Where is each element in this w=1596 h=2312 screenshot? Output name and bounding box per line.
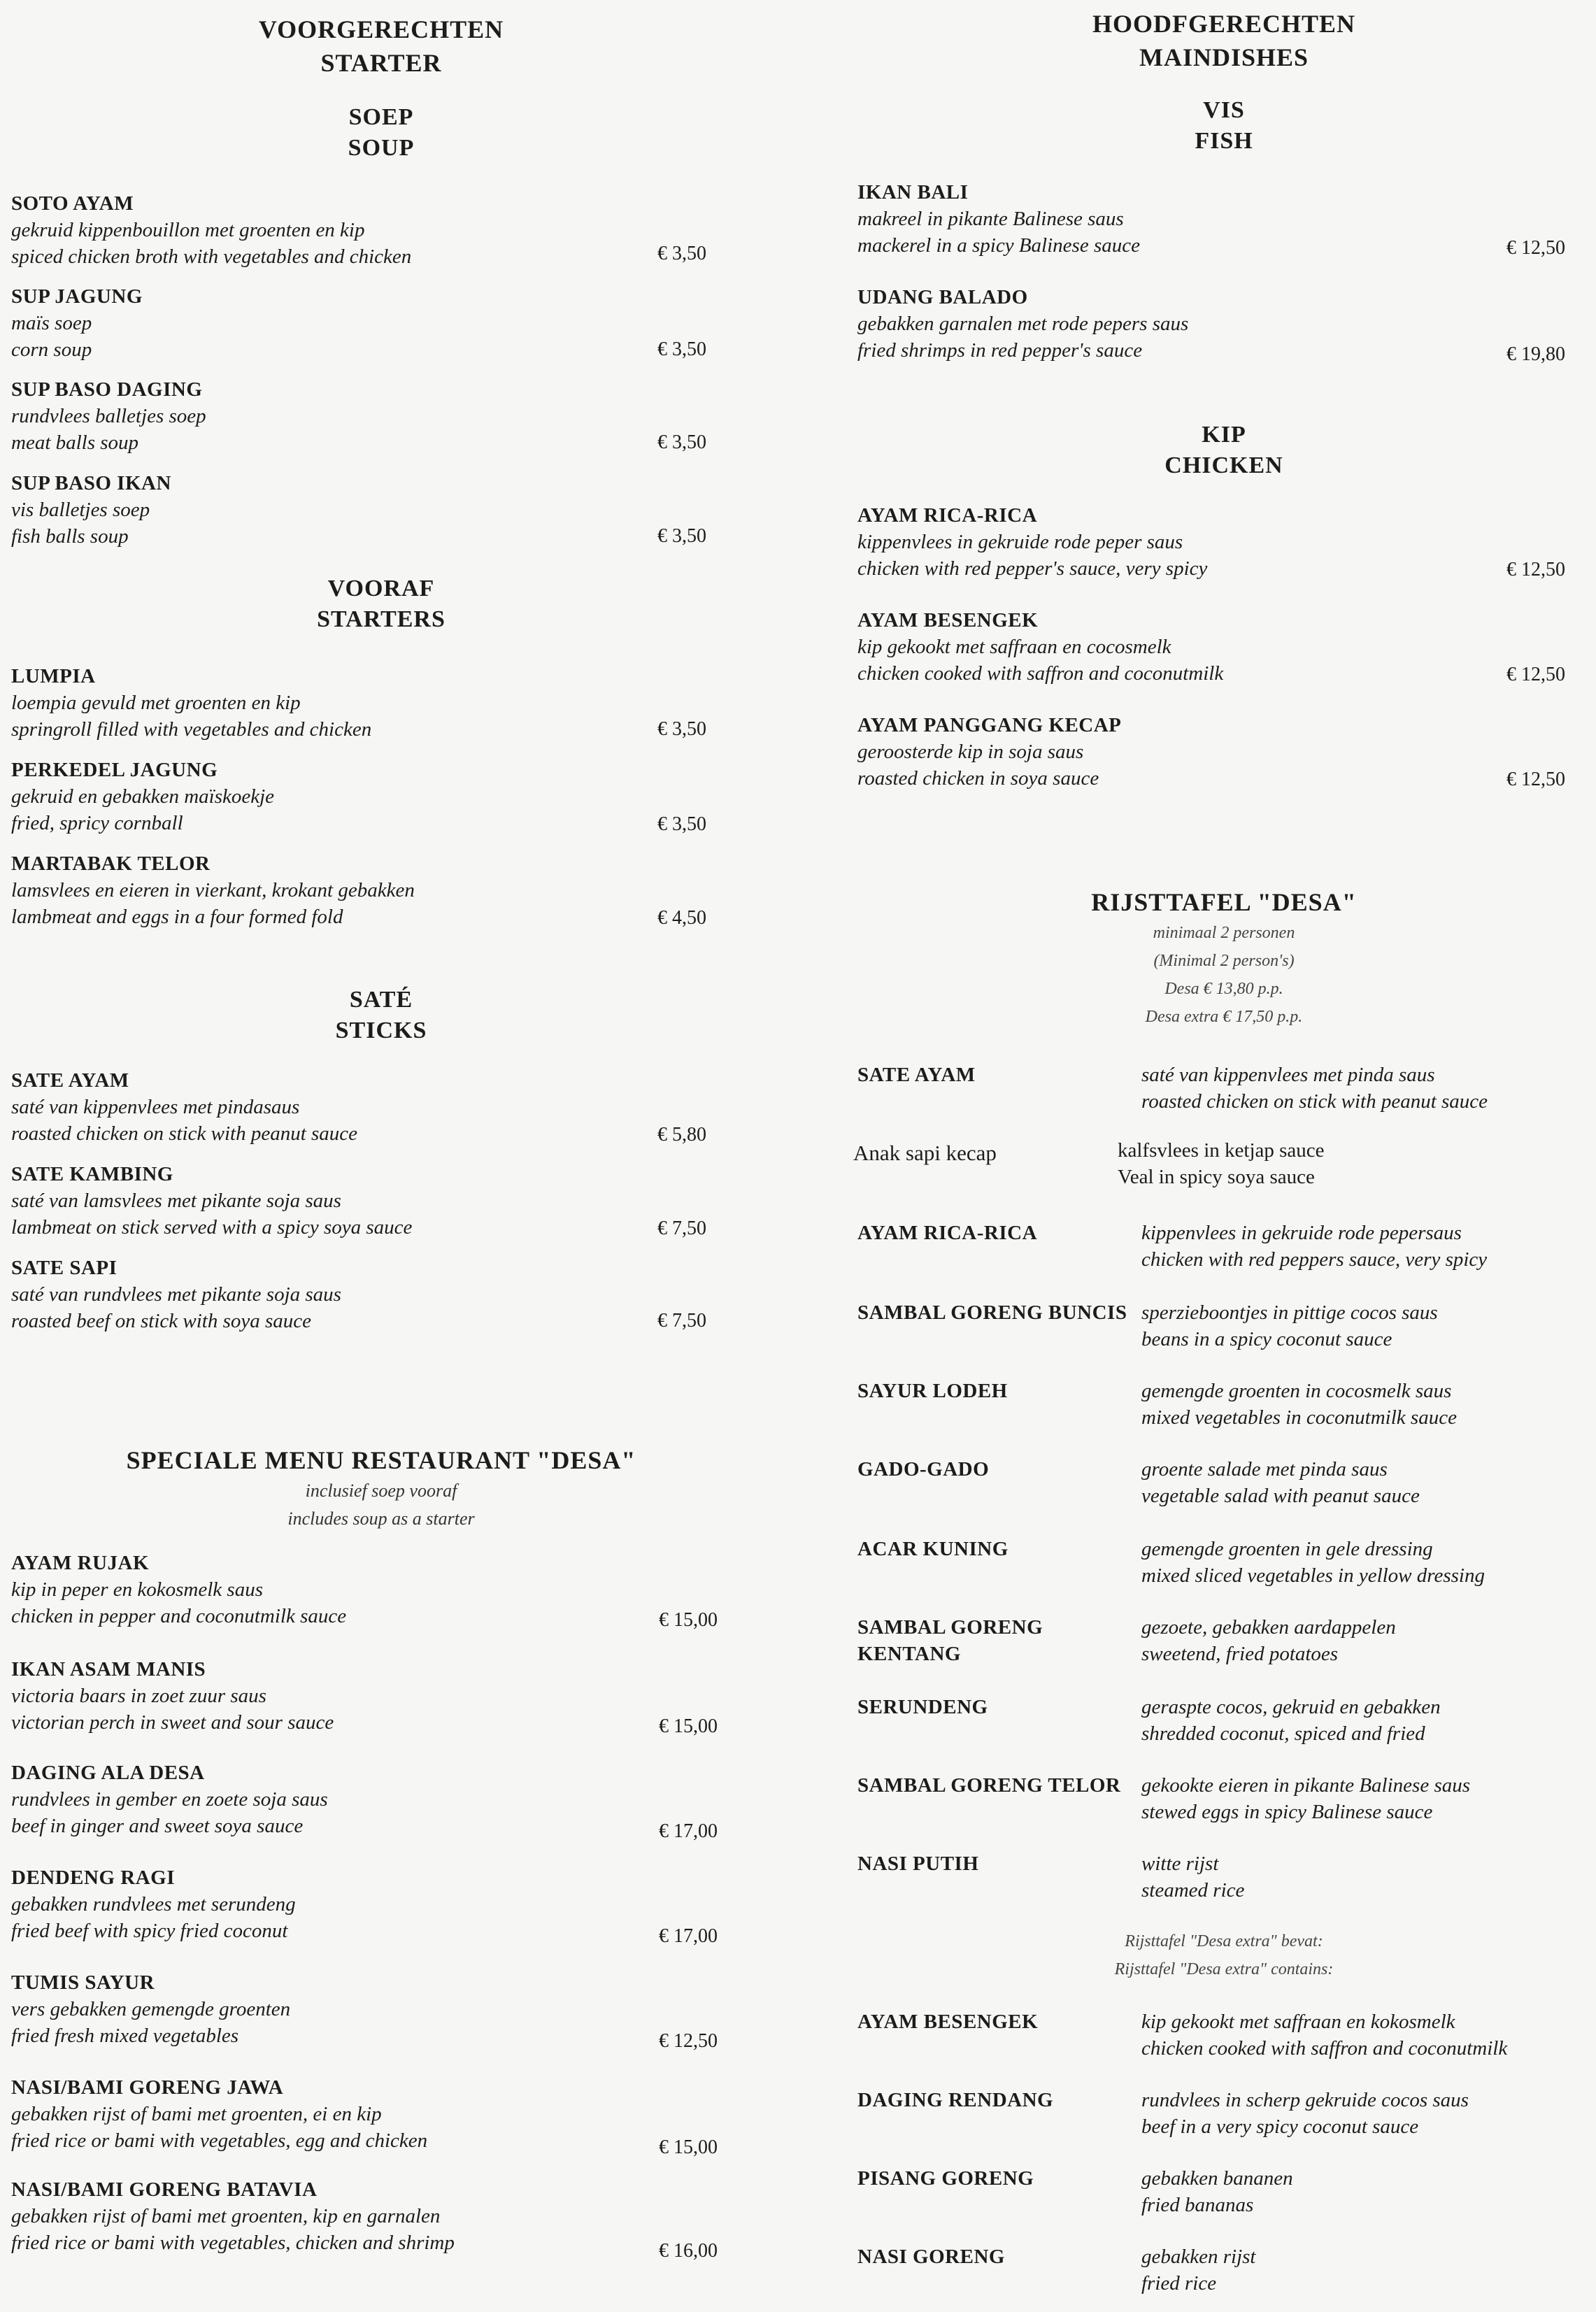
rijst-desc-nl: gekookte eieren in pikante Balinese saus (1141, 1774, 1471, 1797)
chicken-heading-en: CHICKEN (1164, 452, 1283, 478)
item-price: € 12,50 (1506, 237, 1565, 259)
rijst-desc-nl: rundvlees in scherp gekruide cocos saus (1141, 2089, 1469, 2111)
rijst-desc-nl: saté van kippenvlees met pinda saus (1141, 1064, 1435, 1086)
menu-item (11, 1255, 341, 1334)
menu-item (11, 283, 143, 363)
item-name: PERKEDEL JAGUNG (11, 759, 218, 781)
item-name: UDANG BALADO (857, 286, 1028, 308)
item-desc-en: roasted beef on stick with soya sauce (11, 1310, 312, 1332)
rijst-extra-item-name: AYAM BESENGEK (857, 2011, 1039, 2033)
item-desc-nl: loempia gevuld met groenten en kip (11, 692, 301, 714)
item-price: € 7,50 (657, 1310, 706, 1332)
special-menu-sub1: inclusief soep vooraf (305, 1480, 457, 1501)
item-price: € 17,00 (659, 1925, 718, 1947)
item-desc-nl: rundvlees balletjes soep (11, 405, 206, 427)
item-desc-nl: saté van rundvlees met pikante soja saus (11, 1283, 341, 1306)
item-desc-en: fried shrimps in red pepper's sauce (857, 339, 1143, 362)
rijst-item-name: Anak sapi kecap (853, 1141, 997, 1165)
rijst-item-name-line1: SAMBAL GORENG (857, 1616, 1043, 1639)
rijst-desc-en: fried rice (1141, 2272, 1217, 2295)
item-desc-en: corn soup (11, 338, 92, 361)
left-title (171, 13, 591, 80)
item-desc-nl: makreel in pikante Balinese saus (857, 208, 1124, 230)
rijst-extra-item-name: NASI GORENG (857, 2246, 1005, 2268)
rijst-desc-nl: gezoete, gebakken aardappelen (1141, 1616, 1396, 1639)
chicken-heading-nl: KIP (1202, 422, 1246, 448)
rijsttafel-sub4: Desa extra € 17,50 p.p. (1145, 1008, 1303, 1026)
menu-item (11, 1864, 296, 1944)
item-price: € 3,50 (657, 431, 706, 453)
menu-item (11, 1760, 328, 1839)
menu-item (11, 663, 371, 743)
special-menu-heading (66, 1443, 696, 1533)
item-desc-en: roasted chicken on stick with peanut sauce (11, 1122, 358, 1145)
rijst-extra-item-desc (1141, 2087, 1469, 2140)
item-name: SATE SAPI (11, 1257, 117, 1279)
rijst-desc-nl: kip gekookt met saffraan en kokosmelk (1141, 2011, 1455, 2033)
item-price: € 17,00 (659, 1820, 718, 1842)
rijst-extra-item-name: DAGING RENDANG (857, 2089, 1054, 2111)
rijst-desc-en: mixed sliced vegetables in yellow dressing (1141, 1564, 1485, 1587)
item-name: SOTO AYAM (11, 192, 134, 215)
menu-item (11, 2176, 455, 2256)
rijst-desc-en: steamed rice (1141, 1879, 1245, 1901)
item-name: DENDENG RAGI (11, 1867, 175, 1889)
rijst-item-name: ACAR KUNING (857, 1538, 1009, 1560)
item-name: SUP BASO DAGING (11, 378, 203, 401)
left-title-line1: VOORGERECHTEN (258, 15, 504, 43)
right-title-line1: HOODFGERECHTEN (1092, 10, 1356, 38)
item-desc-nl: lamsvlees en eieren in vierkant, krokant gebakken (11, 879, 415, 901)
menu-item (857, 284, 1188, 364)
rijst-item-desc (1141, 1378, 1457, 1431)
item-desc-en: chicken in pepper and coconutmilk sauce (11, 1605, 347, 1627)
menu-item (857, 502, 1207, 582)
item-desc-nl: vers gebakken gemengde groenten (11, 1998, 291, 2020)
menu-item (11, 1161, 412, 1241)
item-desc-en: victorian perch in sweet and sour sauce (11, 1711, 334, 1734)
item-desc-nl: gebakken rijst of bami met groenten, kip en garnalen (11, 2205, 441, 2227)
starters-heading-nl: VOORAF (327, 576, 435, 601)
rijst-item-name: SAYUR LODEH (857, 1380, 1008, 1402)
right-title (1014, 7, 1434, 74)
rijst-desc-nl: kalfsvlees in ketjap sauce (1118, 1139, 1325, 1162)
item-desc-nl: vis balletjes soep (11, 499, 150, 521)
item-desc-en: mackerel in a spicy Balinese sauce (857, 234, 1140, 257)
special-menu-sub2: includes soup as a starter (287, 1508, 475, 1529)
chicken-heading (1084, 420, 1364, 481)
item-desc-en: fried rice or bami with vegetables, egg and chicken (11, 2129, 428, 2152)
soup-heading-nl: SOEP (348, 104, 414, 130)
menu-item (11, 2074, 427, 2154)
soup-heading-en: SOUP (348, 135, 415, 161)
item-price: € 12,50 (1506, 664, 1565, 685)
rijst-item-name: SATE AYAM (857, 1064, 976, 1086)
item-desc-en: chicken cooked with saffron and coconutmilk (857, 662, 1224, 685)
sate-heading (241, 985, 521, 1046)
item-price: € 5,80 (657, 1124, 706, 1146)
rijst-item-name: GADO-GADO (857, 1458, 990, 1480)
rijst-desc-nl: witte rijst (1141, 1853, 1219, 1875)
item-desc-nl: gebakken rijst of bami met groenten, ei en kip (11, 2103, 382, 2125)
item-name: AYAM BESENGEK (857, 609, 1039, 631)
rijst-desc-en: sweetend, fried potatoes (1141, 1643, 1339, 1665)
item-name: LUMPIA (11, 665, 96, 687)
right-title-line2: MAINDISHES (1139, 43, 1309, 71)
rijst-item-name-line2: KENTANG (857, 1643, 961, 1665)
item-price: € 12,50 (1506, 559, 1565, 580)
item-desc-en: meat balls soup (11, 431, 139, 454)
rijst-desc-nl: gemengde groenten in cocosmelk saus (1141, 1380, 1452, 1402)
item-desc-en: fried rice or bami with vegetables, chicken and shrimp (11, 2232, 455, 2254)
item-desc-en: fried, spricy cornball (11, 812, 183, 834)
rijsttafel-title: RIJSTTAFEL "DESA" (1091, 888, 1357, 916)
menu-item (857, 712, 1121, 792)
rijst-desc-nl: groente salade met pinda saus (1141, 1458, 1388, 1480)
item-name: SUP JAGUNG (11, 285, 143, 308)
item-price: € 7,50 (657, 1218, 706, 1239)
item-name: TUMIS SAYUR (11, 1971, 155, 1994)
item-name: NASI/BAMI GORENG BATAVIA (11, 2178, 318, 2201)
item-price: € 15,00 (659, 2136, 718, 2158)
item-price: € 19,80 (1506, 343, 1565, 365)
rijst-item-name (857, 1614, 1043, 1667)
fish-heading-nl: VIS (1203, 97, 1245, 123)
menu-item (11, 850, 415, 930)
item-desc-en: chicken with red pepper's sauce, very spicy (857, 557, 1208, 580)
item-desc-nl: gekruid kippenbouillon met groenten en kip (11, 219, 365, 241)
item-name: SATE KAMBING (11, 1163, 173, 1185)
item-desc-nl: geroosterde kip in soja saus (857, 741, 1084, 763)
rijst-desc-en: chicken cooked with saffron and coconutmilk (1141, 2037, 1508, 2060)
sate-heading-en: STICKS (335, 1018, 427, 1043)
fish-heading (1084, 95, 1364, 157)
item-price: € 12,50 (1506, 769, 1565, 790)
item-name: IKAN ASAM MANIS (11, 1658, 206, 1681)
item-desc-en: lambmeat on stick served with a spicy soya sauce (11, 1216, 413, 1239)
rijst-desc-nl: kippenvlees in gekruide rode pepersaus (1141, 1222, 1462, 1244)
item-desc-en: fried beef with spicy fried coconut (11, 1920, 288, 1942)
item-desc-nl: rundvlees in gember en zoete soja saus (11, 1788, 328, 1811)
menu-item (11, 1550, 346, 1629)
extra-note-nl: Rijsttafel "Desa extra" bevat: (1125, 1932, 1323, 1950)
rijst-desc-en: chicken with red peppers sauce, very spicy (1141, 1248, 1488, 1271)
rijst-desc-en: shredded coconut, spiced and fried (1141, 1722, 1425, 1745)
rijst-item-name: NASI PUTIH (857, 1853, 979, 1875)
menu-item (11, 1656, 334, 1736)
rijst-desc-nl: gemengde groenten in gele dressing (1141, 1538, 1433, 1560)
rijst-extra-item-desc (1141, 2243, 1255, 2297)
left-title-line2: STARTER (320, 49, 442, 77)
rijst-desc-nl: sperzieboontjes in pittige cocos saus (1141, 1301, 1438, 1324)
soup-heading (241, 102, 521, 164)
extra-note-en: Rijsttafel "Desa extra" contains: (1114, 1960, 1334, 1978)
item-price: € 12,50 (659, 2030, 718, 2052)
rijst-desc-nl: gebakken bananen (1141, 2167, 1293, 2190)
item-desc-en: fish balls soup (11, 525, 129, 548)
rijst-desc-en: Veal in spicy soya sauce (1118, 1166, 1315, 1188)
item-name: SATE AYAM (11, 1069, 129, 1092)
menu-item (11, 1067, 357, 1147)
item-desc-nl: saté van lamsvlees met pikante soja saus (11, 1190, 341, 1212)
menu-item (857, 179, 1140, 259)
item-desc-en: roasted chicken in soya sauce (857, 767, 1099, 790)
item-price: € 15,00 (659, 1715, 718, 1737)
rijst-desc-en: vegetable salad with peanut sauce (1141, 1485, 1420, 1507)
starters-heading-en: STARTERS (317, 606, 446, 632)
fish-heading-en: FISH (1195, 128, 1253, 154)
rijst-item-desc (1141, 1694, 1441, 1747)
item-price: € 3,50 (657, 243, 706, 264)
menu-item (11, 1969, 290, 2049)
rijst-item-desc (1141, 1220, 1487, 1273)
rijst-desc-en: mixed vegetables in coconutmilk sauce (1141, 1406, 1457, 1429)
rijsttafel-sub3: Desa € 13,80 p.p. (1164, 980, 1283, 998)
rijst-desc-en: roasted chicken on stick with peanut sauce (1141, 1090, 1488, 1113)
item-desc-nl: kippenvlees in gekruide rode peper saus (857, 531, 1183, 553)
rijst-extra-item-desc (1141, 2008, 1507, 2062)
item-name: AYAM PANGGANG KECAP (857, 714, 1122, 736)
special-menu-title: SPECIALE MENU RESTAURANT "DESA" (126, 1446, 636, 1474)
rijst-extra-item-name: PISANG GORENG (857, 2167, 1034, 2190)
rijsttafel-sub1: minimaal 2 personen (1153, 924, 1295, 942)
rijst-item-name: AYAM RICA-RICA (857, 1222, 1038, 1244)
item-desc-nl: saté van kippenvlees met pindasaus (11, 1096, 300, 1118)
item-price: € 3,50 (657, 338, 706, 360)
rijsttafel-sub2: (Minimal 2 person's) (1153, 952, 1295, 970)
rijst-desc-en: stewed eggs in spicy Balinese sauce (1141, 1801, 1433, 1823)
rijst-item-name: SERUNDENG (857, 1696, 988, 1718)
item-price: € 15,00 (659, 1609, 718, 1631)
menu-item (11, 376, 206, 456)
item-name: SUP BASO IKAN (11, 472, 171, 494)
item-desc-nl: maïs soep (11, 312, 92, 334)
item-name: NASI/BAMI GORENG JAWA (11, 2076, 284, 2099)
rijst-desc-en: fried bananas (1141, 2194, 1254, 2216)
menu-item (11, 190, 411, 270)
item-desc-nl: gebakken garnalen met rode pepers saus (857, 313, 1189, 335)
rijst-item-desc (1141, 1772, 1470, 1825)
item-price: € 4,50 (657, 907, 706, 929)
rijst-item-desc (1118, 1137, 1325, 1190)
rijsttafel-heading (1014, 885, 1434, 1031)
item-desc-nl: kip gekookt met saffraan en cocosmelk (857, 636, 1171, 658)
item-desc-nl: kip in peper en kokosmelk saus (11, 1578, 263, 1601)
rijst-item-desc (1141, 1850, 1244, 1904)
rijsttafel-extra-note (1014, 1927, 1434, 1983)
item-desc-nl: gekruid en gebakken maïskoekje (11, 785, 275, 808)
rijst-desc-nl: gebakken rijst (1141, 2246, 1256, 2268)
item-price: € 3,50 (657, 718, 706, 740)
item-name: AYAM RICA-RICA (857, 504, 1038, 527)
rijst-item-desc (1141, 1062, 1488, 1115)
rijst-item-name: SAMBAL GORENG TELOR (857, 1774, 1121, 1797)
item-desc-en: beef in ginger and sweet soya sauce (11, 1815, 304, 1837)
item-desc-en: fried fresh mixed vegetables (11, 2025, 239, 2047)
item-name: IKAN BALI (857, 181, 969, 204)
item-name: AYAM RUJAK (11, 1552, 150, 1574)
item-desc-en: springroll filled with vegetables and chicken (11, 718, 372, 741)
rijst-desc-nl: geraspte cocos, gekruid en gebakken (1141, 1696, 1441, 1718)
item-desc-nl: gebakken rundvlees met serundeng (11, 1893, 296, 1915)
rijst-extra-item-desc (1141, 2165, 1293, 2218)
rijst-desc-en: beans in a spicy coconut sauce (1141, 1328, 1392, 1350)
menu-item (11, 757, 274, 836)
menu-item (11, 470, 171, 550)
sate-heading-nl: SATÉ (349, 987, 413, 1013)
rijst-item-desc (1141, 1299, 1438, 1353)
item-name: DAGING ALA DESA (11, 1762, 205, 1784)
item-price: € 3,50 (657, 813, 706, 835)
item-desc-nl: victoria baars in zoet zuur saus (11, 1685, 266, 1707)
item-desc-en: lambmeat and eggs in a four formed fold (11, 906, 343, 928)
starters-heading (241, 573, 521, 635)
rijst-desc-en: beef in a very spicy coconut sauce (1141, 2115, 1419, 2138)
rijst-item-name: SAMBAL GORENG BUNCIS (857, 1301, 1127, 1324)
rijst-item-desc (1141, 1456, 1420, 1509)
item-price: € 16,00 (659, 2240, 718, 2262)
rijst-item-desc (1141, 1536, 1485, 1589)
item-desc-en: spiced chicken broth with vegetables and chicken (11, 245, 412, 268)
rijst-item-desc (1141, 1614, 1396, 1667)
item-price: € 3,50 (657, 525, 706, 547)
item-name: MARTABAK TELOR (11, 852, 211, 875)
menu-item (857, 607, 1223, 687)
